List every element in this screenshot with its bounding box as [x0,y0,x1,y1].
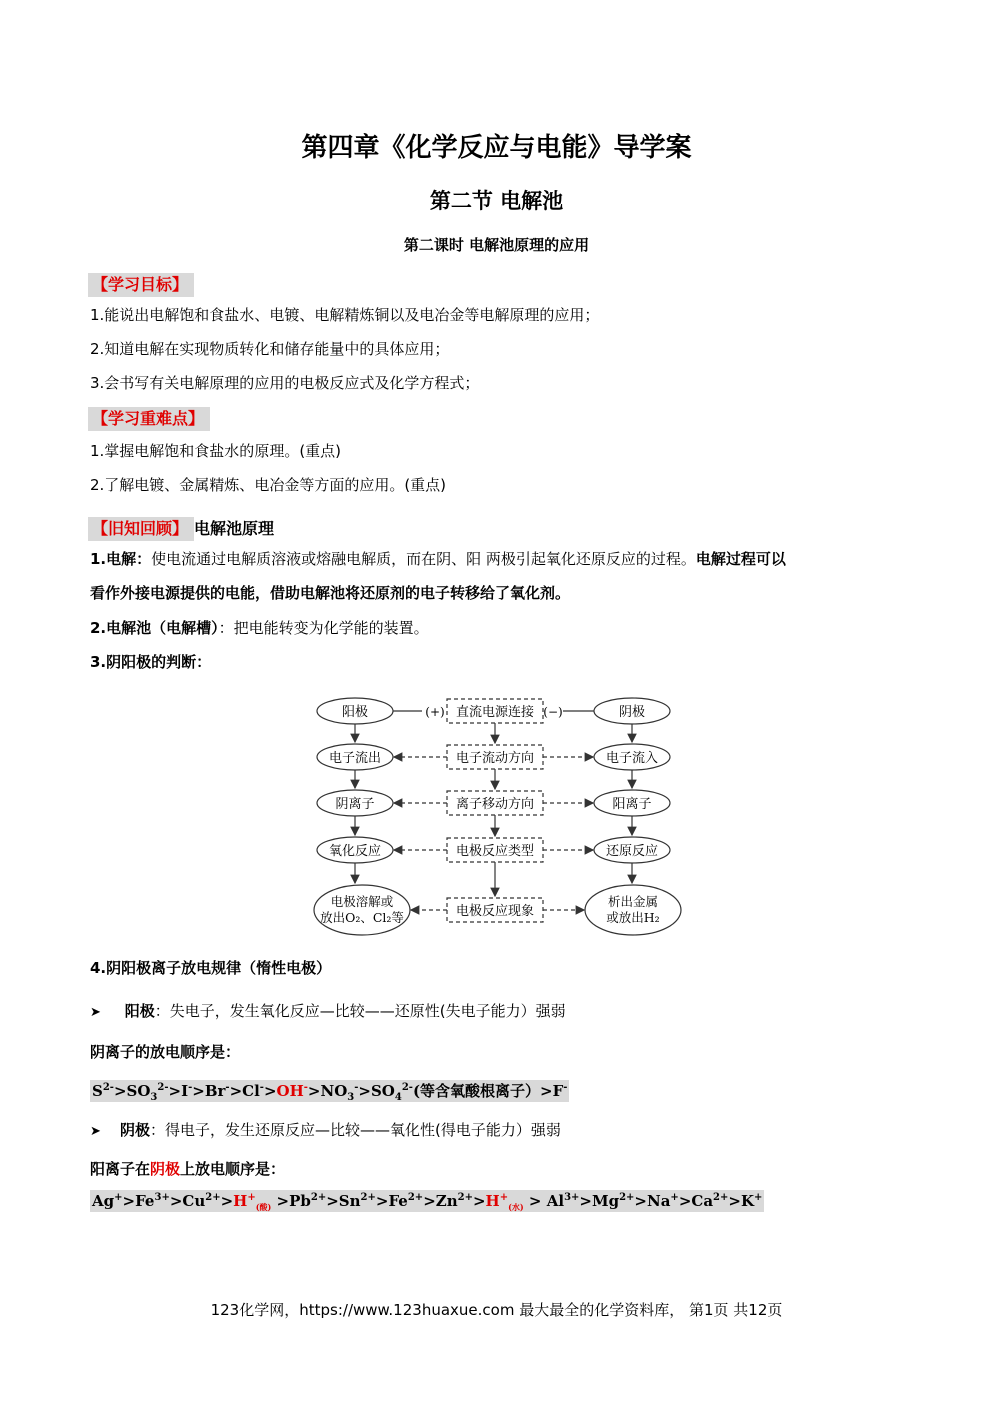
anode-text: ：失电子，发生氧化反应—比较——还原性(失电子能力）强弱 [154,1002,566,1020]
diagram-mid-label-4: 电极反应类型 [455,844,535,859]
cation-order: $Ag^+>Fe^{3+}>Cu^{2+}>H^+_{(酸)} >Pb^{2+}>Sn^{2+}>Fe^{2+}>Zn^{2+}>H^+_{(水)} > Al^{3+}>Mg^{2+}>Na^+>Ca^{2+}>K^+$ [92,1192,763,1212]
diagram-right-label-5b: 或放出H₂ [606,910,660,925]
goals-tag-label: 【学习目标】 [88,273,194,297]
keypoints-tag-label: 【学习重难点】 [88,407,210,431]
review-p1-line2: 看作外接电源提供的电能，借助电解池将还原剂的电子转移给了氧化剂。 [90,584,571,602]
keypoint-item-1: 1.掌握电解饱和食盐水的原理。(重点) [90,442,342,460]
anode-label: 阳极 [124,1002,155,1020]
review-p2 [90,618,429,638]
review-p3: 3.阴阳极的判断： [90,653,212,671]
cathode-text: ：得电子，发生还原反应—比较——氧化性(得电子能力）强弱 [150,1121,561,1139]
arrow-bullet-icon: ➤ [90,1124,101,1139]
cathode-label: 阴极 [119,1121,150,1139]
page-footer: 123化学网，https://www.123huaxue.com 最大最全的化学资料库， 第1页 共12页 [210,1301,783,1319]
electrode-diagram [310,690,685,950]
review-header [88,516,274,541]
diagram-mid-label-5: 电极反应现象 [455,904,535,919]
diagram-mid-label-1: 直流电源连接 [455,705,535,720]
diagram-minus-label: (−) [543,705,563,719]
review-heading: 电解池原理 [194,519,275,538]
diagram-left-label-3: 阴离子 [335,797,375,812]
keypoints-tag [88,407,210,431]
diagram-right-label-2: 电子流入 [605,751,659,766]
review-p2-label: 2.电解池（电解槽） [90,619,219,637]
lesson-title: 第二课时 电解池原理的应用 [403,236,590,254]
page-title: 第四章《化学反应与电能》导学案 [301,133,692,163]
review-p1-label: 1.电解： [90,550,152,568]
diagram-right-label-5a: 析出金属 [607,894,659,909]
cathode-rule [90,1120,561,1142]
diagram-left-label-4: 氧化反应 [328,844,382,859]
review-p1-bold: 电解过程可以 [695,550,786,568]
anode-rule [90,1001,566,1023]
diagram-right-label-3: 阳离子 [612,797,652,812]
diagram-right-label-4: 还原反应 [605,844,659,859]
diagram-mid-label-2: 电子流动方向 [455,751,535,766]
goal-item-3: 3.会书写有关电解原理的应用的电极反应式及化学方程式； [90,374,480,392]
anion-order-title: 阴离子的放电顺序是： [90,1043,241,1061]
cation-order-title: 阳离子在阴极上放电顺序是： [90,1160,286,1178]
arrow-bullet-icon: ➤ [90,1005,101,1020]
diagram-left-label-1: 阳极 [341,705,369,720]
anion-order: $S^{2-}>SO_3^{2-}>I^->Br^->Cl^->OH^->NO_3^->SO_4^{2-}$(等含氧酸根离子）>F- [92,1082,568,1103]
diagram-mid-label-3: 离子移动方向 [455,797,535,812]
rules-heading: 4.阴阳极离子放电规律（惰性电极） [90,959,332,977]
goals-tag [88,273,194,297]
diagram-left-label-5a: 电极溶解或 [330,894,394,909]
diagram-left-label-2: 电子流出 [328,751,382,766]
goal-item-1: 1.能说出电解饱和食盐水、电镀、电解精炼铜以及电冶金等电解原理的应用； [90,306,600,324]
diagram-plus-label: (+) [425,705,445,719]
goal-item-2: 2.知道电解在实现物质转化和储存能量中的具体应用； [90,340,450,358]
review-p1 [90,549,786,569]
diagram-right-label-1: 阴极 [618,705,646,720]
review-tag-label: 【旧知回顾】 [88,517,194,541]
keypoint-item-2: 2.了解电镀、金属精炼、电冶金等方面的应用。(重点) [90,476,447,494]
review-p2-text: ：把电能转变为化学能的装置。 [218,619,429,637]
section-title: 第二节 电解池 [429,189,564,213]
diagram-left-label-5b: 放出O₂、Cl₂等 [320,910,404,925]
review-p1-text: 使电流通过电解质溶液或熔融电解质，而在阴、阳 两极引起氧化还原反应的过程。 [151,550,696,568]
